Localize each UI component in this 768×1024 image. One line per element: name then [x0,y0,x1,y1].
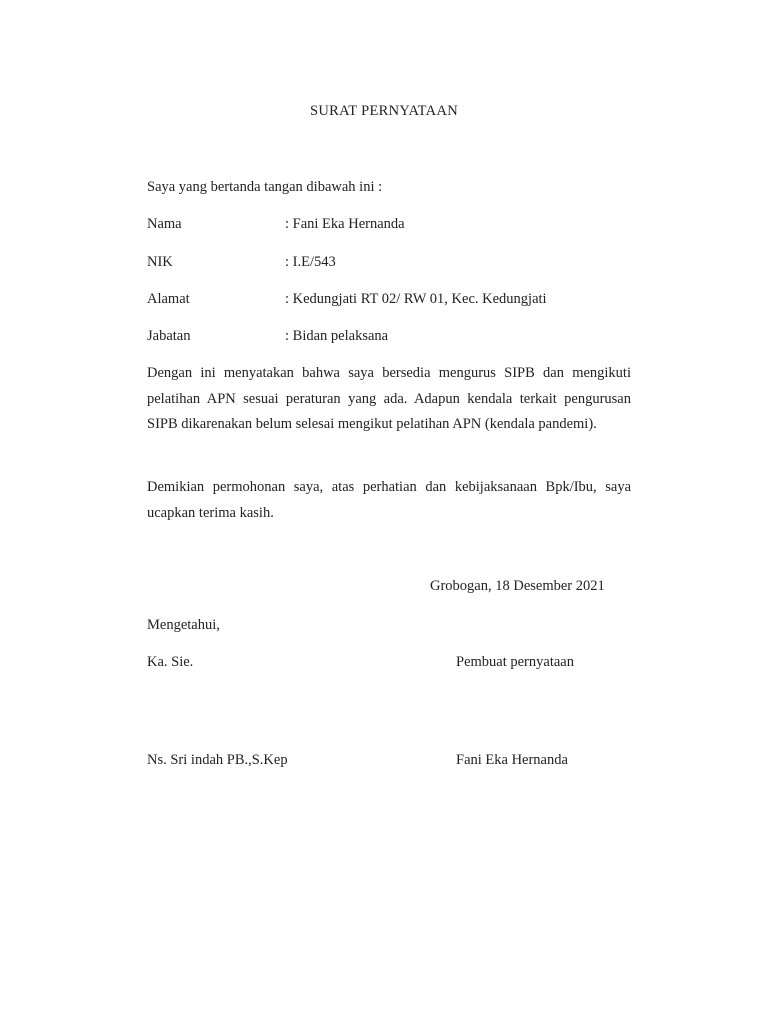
letter-title: SURAT PERNYATAAN [310,103,458,119]
statement-paragraph: Dengan ini menyatakan bahwa saya bersedia mengurus SIPB dan mengikuti pelatihan APN sesuai peraturan yang ada. Adapun kendala terkait pengurusan SIPB dikarenakan belum selesai mengikut pelatihan APN (kendala pandemi). [147,365,631,432]
place-date: Grobogan, 18 Desember 2021 [430,578,605,594]
field-label-nik: NIK [147,254,173,270]
right-signatory-name: Fani Eka Hernanda [456,752,568,768]
intro-text: Saya yang bertanda tangan dibawah ini : [147,179,383,195]
acknowledgement-label: Mengetahui, [147,617,220,633]
field-value-nik: : I.E/543 [285,254,336,270]
field-value-jabatan: : Bidan pelaksana [285,328,389,344]
field-value-nama: : Fani Eka Hernanda [285,216,405,232]
field-label-alamat: Alamat [147,291,190,307]
left-signatory-role: Ka. Sie. [147,654,194,670]
left-signatory-name: Ns. Sri indah PB.,S.Kep [147,752,288,768]
field-label-nama: Nama [147,216,182,232]
field-label-jabatan: Jabatan [147,328,191,344]
closing-paragraph: Demikian permohonan saya, atas perhatian dan kebijaksanaan Bpk/Ibu, saya ucapkan terima kasih. [147,479,631,521]
right-signatory-role: Pembuat pernyataan [456,654,574,670]
field-value-alamat: : Kedungjati RT 02/ RW 01, Kec. Kedungjati [285,291,547,307]
